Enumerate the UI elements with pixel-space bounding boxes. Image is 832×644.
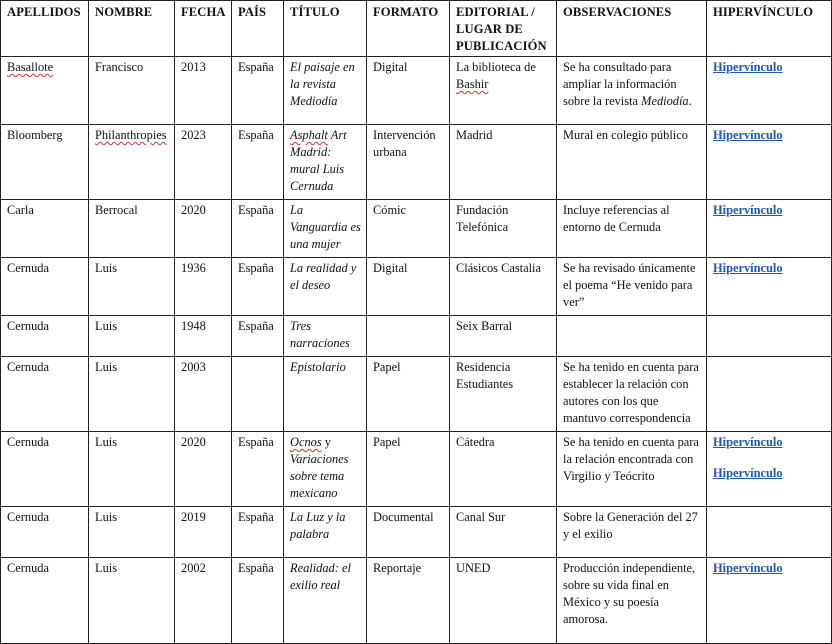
cell-titulo: La realidad y el deseo xyxy=(284,258,367,316)
cell-pais: España xyxy=(232,316,284,357)
header-apellidos: APELLIDOS xyxy=(1,1,89,57)
cell-nombre: Luis xyxy=(89,558,175,644)
hyperlink[interactable]: Hipervínculo xyxy=(713,466,783,480)
spellcheck-word: Ocnos xyxy=(290,435,322,449)
cell-editorial: Residencia Estudiantes xyxy=(450,357,557,432)
cell-formato xyxy=(367,316,450,357)
hyperlink[interactable]: Hipervínculo xyxy=(713,203,783,217)
cell-hipervinculo xyxy=(707,125,832,200)
cell-apellidos: Carla xyxy=(1,200,89,258)
cell-apellidos xyxy=(1,57,89,125)
cell-titulo: Tres narraciones xyxy=(284,316,367,357)
table-row xyxy=(1,507,832,558)
table-row xyxy=(1,316,832,357)
cell-fecha: 2003 xyxy=(175,357,232,432)
cell-hipervinculo xyxy=(707,200,832,258)
cell-editorial xyxy=(450,57,557,125)
table-row xyxy=(1,357,832,432)
cell-apellidos: Cernuda xyxy=(1,316,89,357)
cell-hipervinculo xyxy=(707,357,832,432)
header-formato: FORMATO xyxy=(367,1,450,57)
cell-hipervinculo xyxy=(707,507,832,558)
cell-apellidos: Cernuda xyxy=(1,507,89,558)
cell-formato: Reportaje xyxy=(367,558,450,644)
header-titulo: TÍTULO xyxy=(284,1,367,57)
hyperlink[interactable]: Hipervínculo xyxy=(713,561,783,575)
cell-editorial: Clásicos Castalia xyxy=(450,258,557,316)
spellcheck-word: Bashir xyxy=(456,77,489,91)
cell-fecha: 2020 xyxy=(175,432,232,507)
header-fecha: FECHA xyxy=(175,1,232,57)
cell-formato: Digital xyxy=(367,57,450,125)
cell-observaciones: Se ha tenido en cuenta para la relación encontrada con Virgilio y Teócrito xyxy=(557,432,707,507)
table-row xyxy=(1,432,832,507)
cell-editorial: Seix Barral xyxy=(450,316,557,357)
cell-pais: España xyxy=(232,507,284,558)
hyperlink[interactable]: Hipervínculo xyxy=(713,128,783,142)
cell-apellidos: Cernuda xyxy=(1,258,89,316)
cell-hipervinculo xyxy=(707,558,832,644)
header-editorial: EDITORIAL / LUGAR DE PUBLICACIÓN xyxy=(450,1,557,57)
cell-formato: Documental xyxy=(367,507,450,558)
cell-fecha: 2019 xyxy=(175,507,232,558)
hyperlink[interactable]: Hipervínculo xyxy=(713,435,783,449)
link-spacer xyxy=(713,451,827,465)
cell-pais: España xyxy=(232,432,284,507)
cell-titulo: La Luz y la palabra xyxy=(284,507,367,558)
cell-nombre: Luis xyxy=(89,357,175,432)
cell-formato: Papel xyxy=(367,432,450,507)
cell-titulo: Epistolario xyxy=(284,357,367,432)
cell-formato: Digital xyxy=(367,258,450,316)
cell-pais: España xyxy=(232,57,284,125)
cell-titulo xyxy=(284,125,367,200)
cell-nombre xyxy=(89,125,175,200)
cell-fecha: 1948 xyxy=(175,316,232,357)
cell-editorial: UNED xyxy=(450,558,557,644)
cell-formato: Cómic xyxy=(367,200,450,258)
cell-titulo: Realidad: el exilio real xyxy=(284,558,367,644)
title-text: Art Madrid: mural Luis Cernuda xyxy=(290,128,347,193)
cell-observaciones: Sobre la Generación del 27 y el exilio xyxy=(557,507,707,558)
cell-hipervinculo xyxy=(707,258,832,316)
cell-fecha: 2013 xyxy=(175,57,232,125)
cell-titulo: La Vanguardia es una mujer xyxy=(284,200,367,258)
header-row xyxy=(1,1,832,57)
cell-formato: Intervención urbana xyxy=(367,125,450,200)
cell-pais: España xyxy=(232,125,284,200)
cell-observaciones: Se ha tenido en cuenta para establecer la relación con autores con los que mantuvo correspondencia xyxy=(557,357,707,432)
cell-fecha: 1936 xyxy=(175,258,232,316)
cell-editorial: Canal Sur xyxy=(450,507,557,558)
cell-pais: España xyxy=(232,258,284,316)
cell-titulo xyxy=(284,432,367,507)
cell-observaciones: Mural en colegio público xyxy=(557,125,707,200)
title-connector: y xyxy=(321,435,331,449)
cell-editorial: Cátedra xyxy=(450,432,557,507)
cell-nombre: Francisco xyxy=(89,57,175,125)
cell-observaciones: Producción independiente, sobre su vida final en México y su poesía amorosa. xyxy=(557,558,707,644)
obs-text: Se ha consultado para ampliar la información sobre la revista xyxy=(563,60,677,108)
cell-editorial: Madrid xyxy=(450,125,557,200)
cell-apellidos: Cernuda xyxy=(1,357,89,432)
cell-fecha: 2002 xyxy=(175,558,232,644)
cell-pais: España xyxy=(232,200,284,258)
cell-observaciones: Incluye referencias al entorno de Cernuda xyxy=(557,200,707,258)
table-row xyxy=(1,57,832,125)
table-row xyxy=(1,258,832,316)
hyperlink[interactable]: Hipervínculo xyxy=(713,60,783,74)
cell-pais xyxy=(232,357,284,432)
obs-italic-text: Mediodía xyxy=(641,94,689,108)
cell-nombre: Luis xyxy=(89,258,175,316)
spellcheck-word: Asphalt xyxy=(290,128,328,142)
cell-nombre: Luis xyxy=(89,507,175,558)
cell-titulo: El paisaje en la revista Mediodía xyxy=(284,57,367,125)
cell-hipervinculo xyxy=(707,57,832,125)
table-row xyxy=(1,125,832,200)
editorial-text: La biblioteca de xyxy=(456,60,536,74)
cell-observaciones xyxy=(557,57,707,125)
cell-pais: España xyxy=(232,558,284,644)
cell-nombre: Berrocal xyxy=(89,200,175,258)
spellcheck-word: Basallote xyxy=(7,60,54,74)
cell-nombre: Luis xyxy=(89,432,175,507)
cell-nombre: Luis xyxy=(89,316,175,357)
cell-observaciones xyxy=(557,316,707,357)
table-row xyxy=(1,558,832,644)
cell-editorial: Fundación Telefónica xyxy=(450,200,557,258)
title-text: Variaciones sobre tema mexicano xyxy=(290,452,349,500)
cell-apellidos: Bloomberg xyxy=(1,125,89,200)
cell-hipervinculo xyxy=(707,316,832,357)
header-nombre: NOMBRE xyxy=(89,1,175,57)
cell-hipervinculo xyxy=(707,432,832,507)
table-row xyxy=(1,200,832,258)
cell-observaciones: Se ha revisado únicamente el poema “He venido para ver” xyxy=(557,258,707,316)
cell-fecha: 2020 xyxy=(175,200,232,258)
header-hipervinculo: HIPERVÍNCULO xyxy=(707,1,832,57)
cell-apellidos: Cernuda xyxy=(1,558,89,644)
cell-apellidos: Cernuda xyxy=(1,432,89,507)
header-pais: PAÍS xyxy=(232,1,284,57)
obs-text-end: . xyxy=(688,94,692,108)
spellcheck-word: Philanthropies xyxy=(95,128,167,142)
hyperlink[interactable]: Hipervínculo xyxy=(713,261,783,275)
header-observaciones: OBSERVACIONES xyxy=(557,1,707,57)
cell-formato: Papel xyxy=(367,357,450,432)
cell-fecha: 2023 xyxy=(175,125,232,200)
